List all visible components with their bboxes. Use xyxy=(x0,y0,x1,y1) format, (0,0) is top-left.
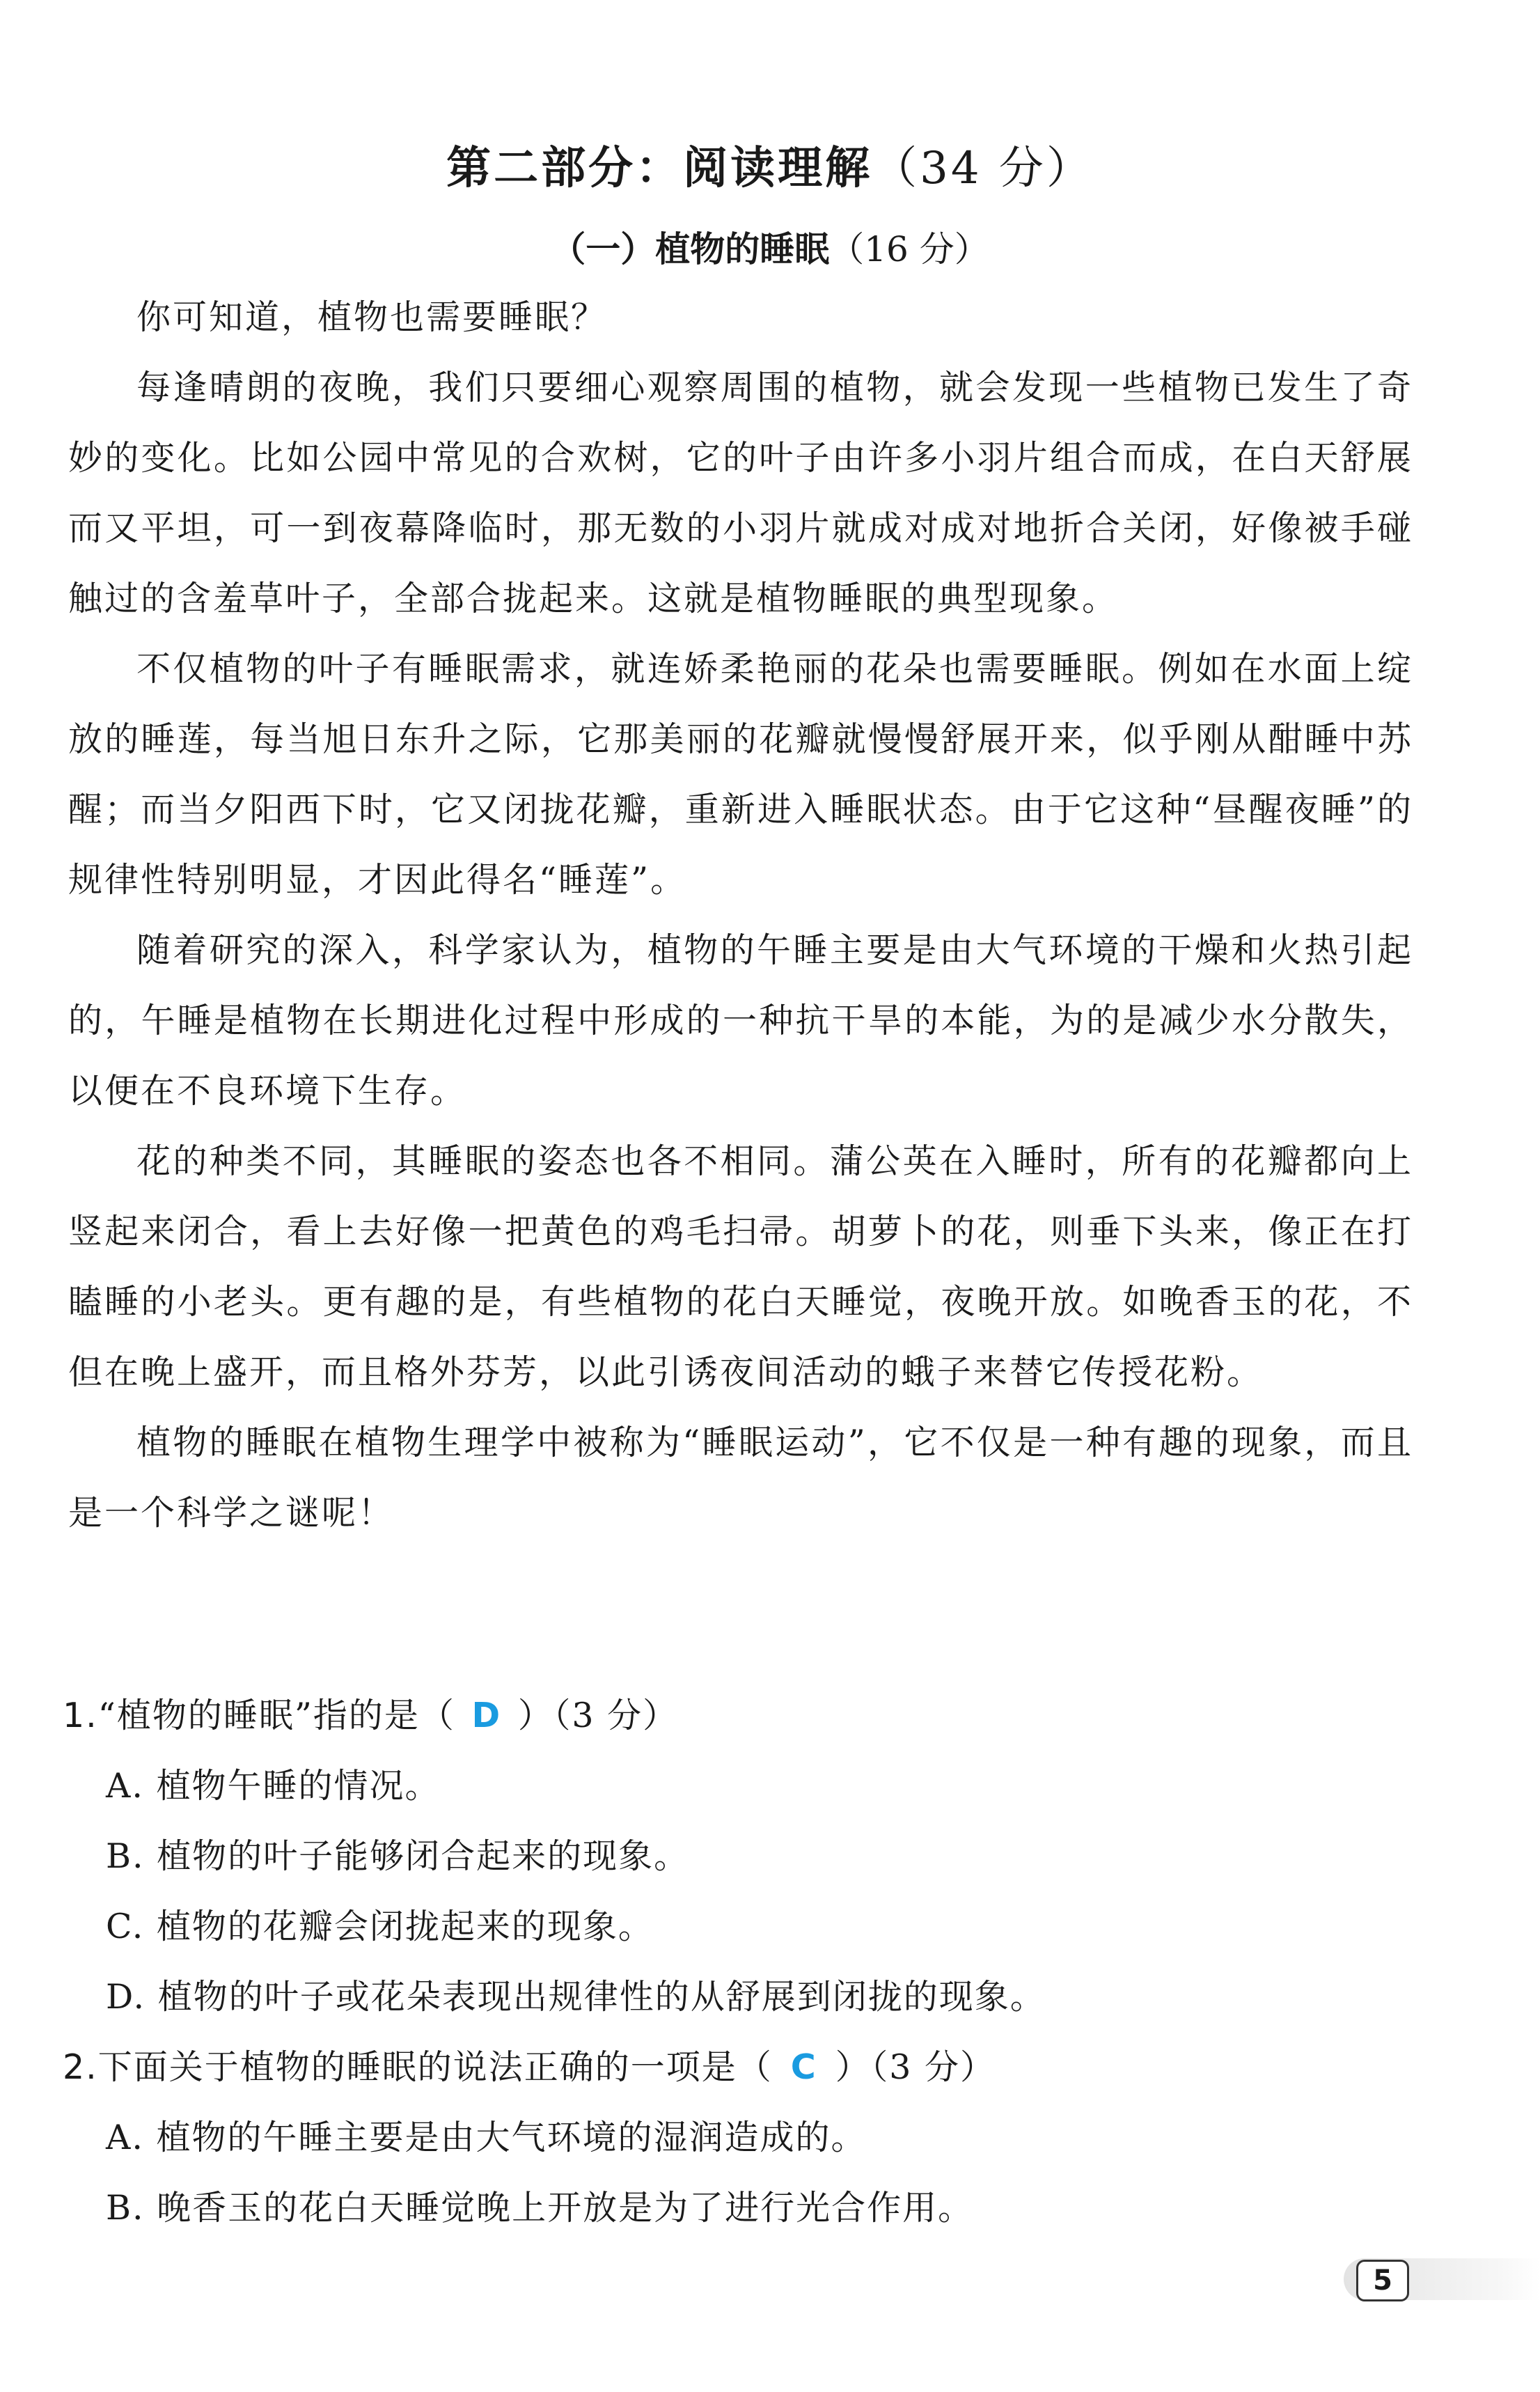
passage-paragraph: 植物的睡眠在植物生理学中被称为“睡眠运动”，它不仅是一种有趣的现象，而且是一个科学之谜呢！ xyxy=(68,1423,1413,1533)
answer-mark: D xyxy=(471,1696,502,1735)
page-number: 5 xyxy=(1356,2260,1409,2301)
passage-title-score: （16 分） xyxy=(829,229,989,269)
question-1 xyxy=(63,1680,1413,2032)
question-stem xyxy=(63,2032,1413,2102)
passage-paragraph: 每逢晴朗的夜晚，我们只要细心观察周围的植物，就会发现一些植物已发生了奇妙的变化。比如公园中常见的合欢树，它的叶子由许多小羽片组合而成，在白天舒展而又平坦，可一到夜幕降临时，那无数的小羽片就成对成对地折合关闭，好像被手碰触过的含羞草叶子，全部合拢起来。这就是植物睡眠的典型现象。 xyxy=(68,368,1413,618)
option-b: B. 晚香玉的花白天睡觉晚上开放是为了进行光合作用。 xyxy=(106,2188,974,2228)
answer-mark: C xyxy=(790,2047,817,2087)
passage-paragraph: 你可知道，植物也需要睡眠？ xyxy=(136,297,608,337)
section-title xyxy=(0,132,1540,196)
section-title-score: （34 分） xyxy=(872,143,1094,194)
question-number: 1. xyxy=(63,1696,98,1735)
question-score: ）（3 分） xyxy=(835,2047,996,2087)
option-d: D. 植物的叶子或花朵表现出规律性的从舒展到闭拢的现象。 xyxy=(106,1977,1046,2017)
passage-paragraph: 随着研究的深入，科学家认为，植物的午睡主要是由大气环境的干燥和火热引起的，午睡是植物在长期进化过程中形成的一种抗干旱的本能，为的是减少水分散失，以便在不良环境下生存。 xyxy=(68,930,1413,1111)
reading-passage xyxy=(68,282,1413,1548)
option-a: A. 植物的午睡主要是由大气环境的湿润造成的。 xyxy=(106,2118,867,2157)
question-text: 下面关于植物的睡眠的说法正确的一项是（ xyxy=(97,2047,773,2087)
question-text: “植物的睡眠”指的是（ xyxy=(97,1696,455,1735)
question-number: 2. xyxy=(63,2047,98,2087)
question-stem xyxy=(63,1680,1413,1751)
passage-title-text: （一）植物的睡眠 xyxy=(551,229,830,269)
option-c: C. 植物的花瓣会闭拢起来的现象。 xyxy=(106,1907,654,1946)
question-2 xyxy=(63,2032,1413,2243)
passage-title xyxy=(0,221,1540,272)
passage-paragraph: 不仅植物的叶子有睡眠需求，就连娇柔艳丽的花朵也需要睡眠。例如在水面上绽放的睡莲，每当旭日东升之际，它那美丽的花瓣就慢慢舒展开来，似乎刚从酣睡中苏醒；而当夕阳西下时，它又闭拢花瓣，重新进入睡眠状态。由于它这种“昼醒夜睡”的规律性特别明显，才因此得名“睡莲”。 xyxy=(68,649,1413,900)
question-score: ）（3 分） xyxy=(517,1696,679,1735)
question-list xyxy=(63,1680,1413,2243)
passage-paragraph: 花的种类不同，其睡眠的姿态也各不相同。蒲公英在入睡时，所有的花瓣都向上竖起来闭合，看上去好像一把黄色的鸡毛扫帚。胡萝卜的花，则垂下头来，像正在打瞌睡的小老头。更有趣的是，有些植物的花白天睡觉，夜晚开放。如晚香玉的花，不但在晚上盛开，而且格外芬芳，以此引诱夜间活动的蛾子来替它传授花粉。 xyxy=(68,1141,1413,1392)
option-b: B. 植物的叶子能够闭合起来的现象。 xyxy=(106,1836,690,1876)
option-a: A. 植物午睡的情况。 xyxy=(106,1766,441,1806)
section-title-text: 第二部分：阅读理解 xyxy=(446,143,873,194)
